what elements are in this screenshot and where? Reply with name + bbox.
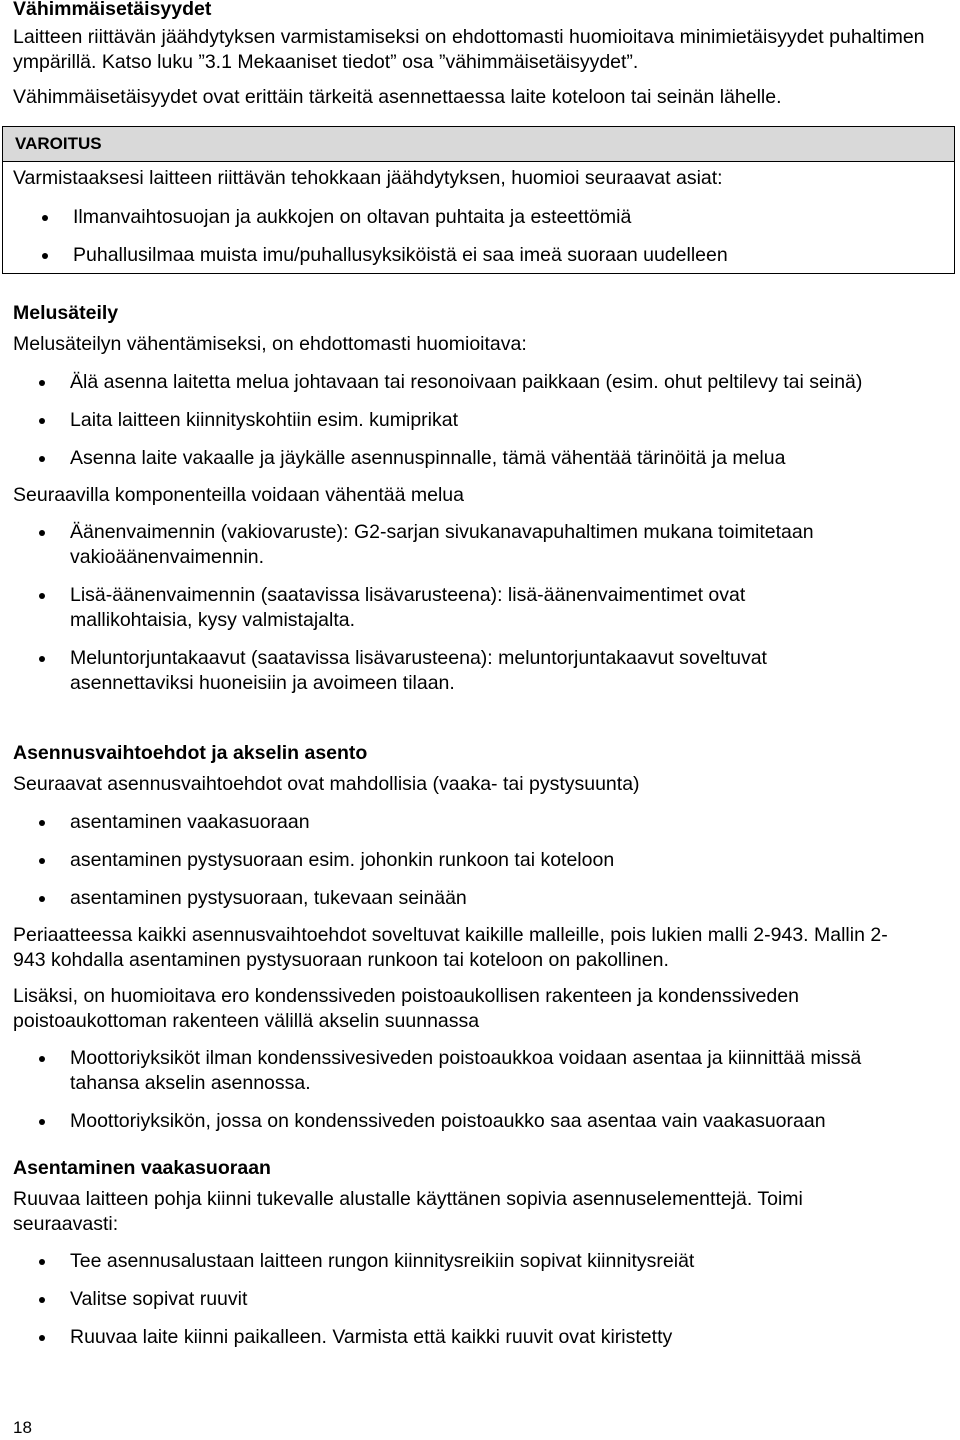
list-item: Valitse sopivat ruuvit <box>0 1287 948 1312</box>
mounting-list <box>0 810 948 911</box>
warning-title: VAROITUS <box>3 127 954 162</box>
bullet-icon <box>39 858 45 864</box>
bullet-icon <box>39 530 45 536</box>
mounting-intro: Seuraavat asennusvaihtoehdot ovat mahdollisia (vaaka- tai pystysuunta) <box>13 773 640 795</box>
noise-heading: Melusäteily <box>13 302 119 324</box>
bullet-icon <box>39 1056 45 1062</box>
noise-list <box>0 370 948 471</box>
list-item: Älä asenna laitetta melua johtavaan tai resonoivaan paikkaan (esim. ohut peltilevy tai seinä) <box>0 370 890 395</box>
bullet-icon <box>39 1297 45 1303</box>
horizontal-heading: Asentaminen vaakasuoraan <box>13 1157 271 1179</box>
bullet-icon <box>39 896 45 902</box>
min-clearance-heading: Vähimmäisetäisyydet <box>13 0 212 20</box>
min-clearance-para1: Laitteen riittävän jäähdytyksen varmistamiseksi on ehdottomasti huomioitava minimietäisyydet puhaltimen ympärillä. Katso luku ”3.1 Mekaaniset tiedot” osa ”vähimmäisetäisyydet”. <box>13 26 925 73</box>
warning-intro: Varmistaaksesi laitteen riittävän tehokkaan jäähdytyksen, huomioi seuraavat asiat: <box>13 167 723 189</box>
bullet-icon <box>42 253 48 259</box>
noise-section <box>13 301 948 696</box>
mounting-section <box>13 741 948 1134</box>
bullet-icon <box>39 380 45 386</box>
list-item: Moottoriyksiköt ilman kondenssivesiveden poistoaukkoa voidaan asentaa ja kiinnittää missä tahansa akselin asennossa. <box>0 1046 910 1096</box>
list-item: Äänenvaimennin (vakiovaruste): G2-sarjan sivukanavapuhaltimen mukana toimitetaan vakioäänenvaimennin. <box>0 520 910 570</box>
warning-list <box>3 205 954 268</box>
mounting-heading: Asennusvaihtoehdot ja akselin asento <box>13 742 368 764</box>
list-item: asentaminen pystysuoraan esim. johonkin runkoon tai koteloon <box>0 848 948 873</box>
list-item: Puhallusilmaa muista imu/puhallusyksiköistä ei saa imeä suoraan uudelleen <box>3 243 954 268</box>
list-item: asentaminen pystysuoraan, tukevaan seinään <box>0 886 948 911</box>
min-clearance-para2: Vähimmäisetäisyydet ovat erittäin tärkeitä asennettaessa laite koteloon tai seinän lähelle. <box>13 86 782 108</box>
mounting-para2: Lisäksi, on huomioitava ero kondenssiveden poistoaukollisen rakenteen ja kondenssiveden poistoaukottoman rakenteen välillä akselin suunnassa <box>13 985 799 1032</box>
min-clearance-section <box>13 0 948 110</box>
noise-intro: Melusäteilyn vähentämiseksi, on ehdottomasti huomioitava: <box>13 333 527 355</box>
page-number: 18 <box>13 1418 32 1437</box>
mounting-para1: Periaatteessa kaikki asennusvaihtoehdot soveltuvat kaikille malleille, pois lukien malli 2-943. Mallin 2-943 kohdalla asentaminen pystysuoraan runkoon tai koteloon on pakollinen. <box>13 924 888 971</box>
list-item: Laita laitteen kiinnityskohtiin esim. kumiprikat <box>0 408 948 433</box>
bullet-icon <box>42 215 48 221</box>
list-item: Lisä-äänenvaimennin (saatavissa lisävarusteena): lisä-äänenvaimentimet ovat mallikohtaisia, kysy valmistajalta. <box>0 583 850 633</box>
bullet-icon <box>39 1119 45 1125</box>
bullet-icon <box>39 656 45 662</box>
bullet-icon <box>39 820 45 826</box>
warning-box <box>2 126 955 274</box>
horizontal-section <box>13 1156 948 1350</box>
bullet-icon <box>39 456 45 462</box>
bullet-icon <box>39 593 45 599</box>
list-item: Ruuvaa laite kiinni paikalleen. Varmista että kaikki ruuvit ovat kiristetty <box>0 1325 948 1350</box>
list-item: Asenna laite vakaalle ja jäykälle asennuspinnalle, tämä vähentää tärinöitä ja melua <box>0 446 948 471</box>
bullet-icon <box>39 1335 45 1341</box>
noise-components-intro: Seuraavilla komponenteilla voidaan vähentää melua <box>13 484 464 506</box>
list-item: Ilmanvaihtosuojan ja aukkojen on oltavan puhtaita ja esteettömiä <box>3 205 954 230</box>
horizontal-intro: Ruuvaa laitteen pohja kiinni tukevalle alustalle käyttänen sopivia asennuselementtejä. Toimi seuraavasti: <box>13 1188 803 1235</box>
list-item: Moottoriyksikön, jossa on kondenssiveden poistoaukko saa asentaa vain vaakasuoraan <box>0 1109 948 1134</box>
horizontal-list <box>0 1249 948 1350</box>
bullet-icon <box>39 1259 45 1265</box>
noise-components-list <box>0 520 948 696</box>
list-item: Tee asennusalustaan laitteen rungon kiinnitysreikiin sopivat kiinnitysreiät <box>0 1249 948 1274</box>
bullet-icon <box>39 418 45 424</box>
list-item: Meluntorjuntakaavut (saatavissa lisävarusteena): meluntorjuntakaavut soveltuvat asennettaviksi huoneisiin ja avoimeen tilaan. <box>0 646 880 696</box>
mounting-list-2 <box>0 1046 948 1134</box>
list-item: asentaminen vaakasuoraan <box>0 810 948 835</box>
